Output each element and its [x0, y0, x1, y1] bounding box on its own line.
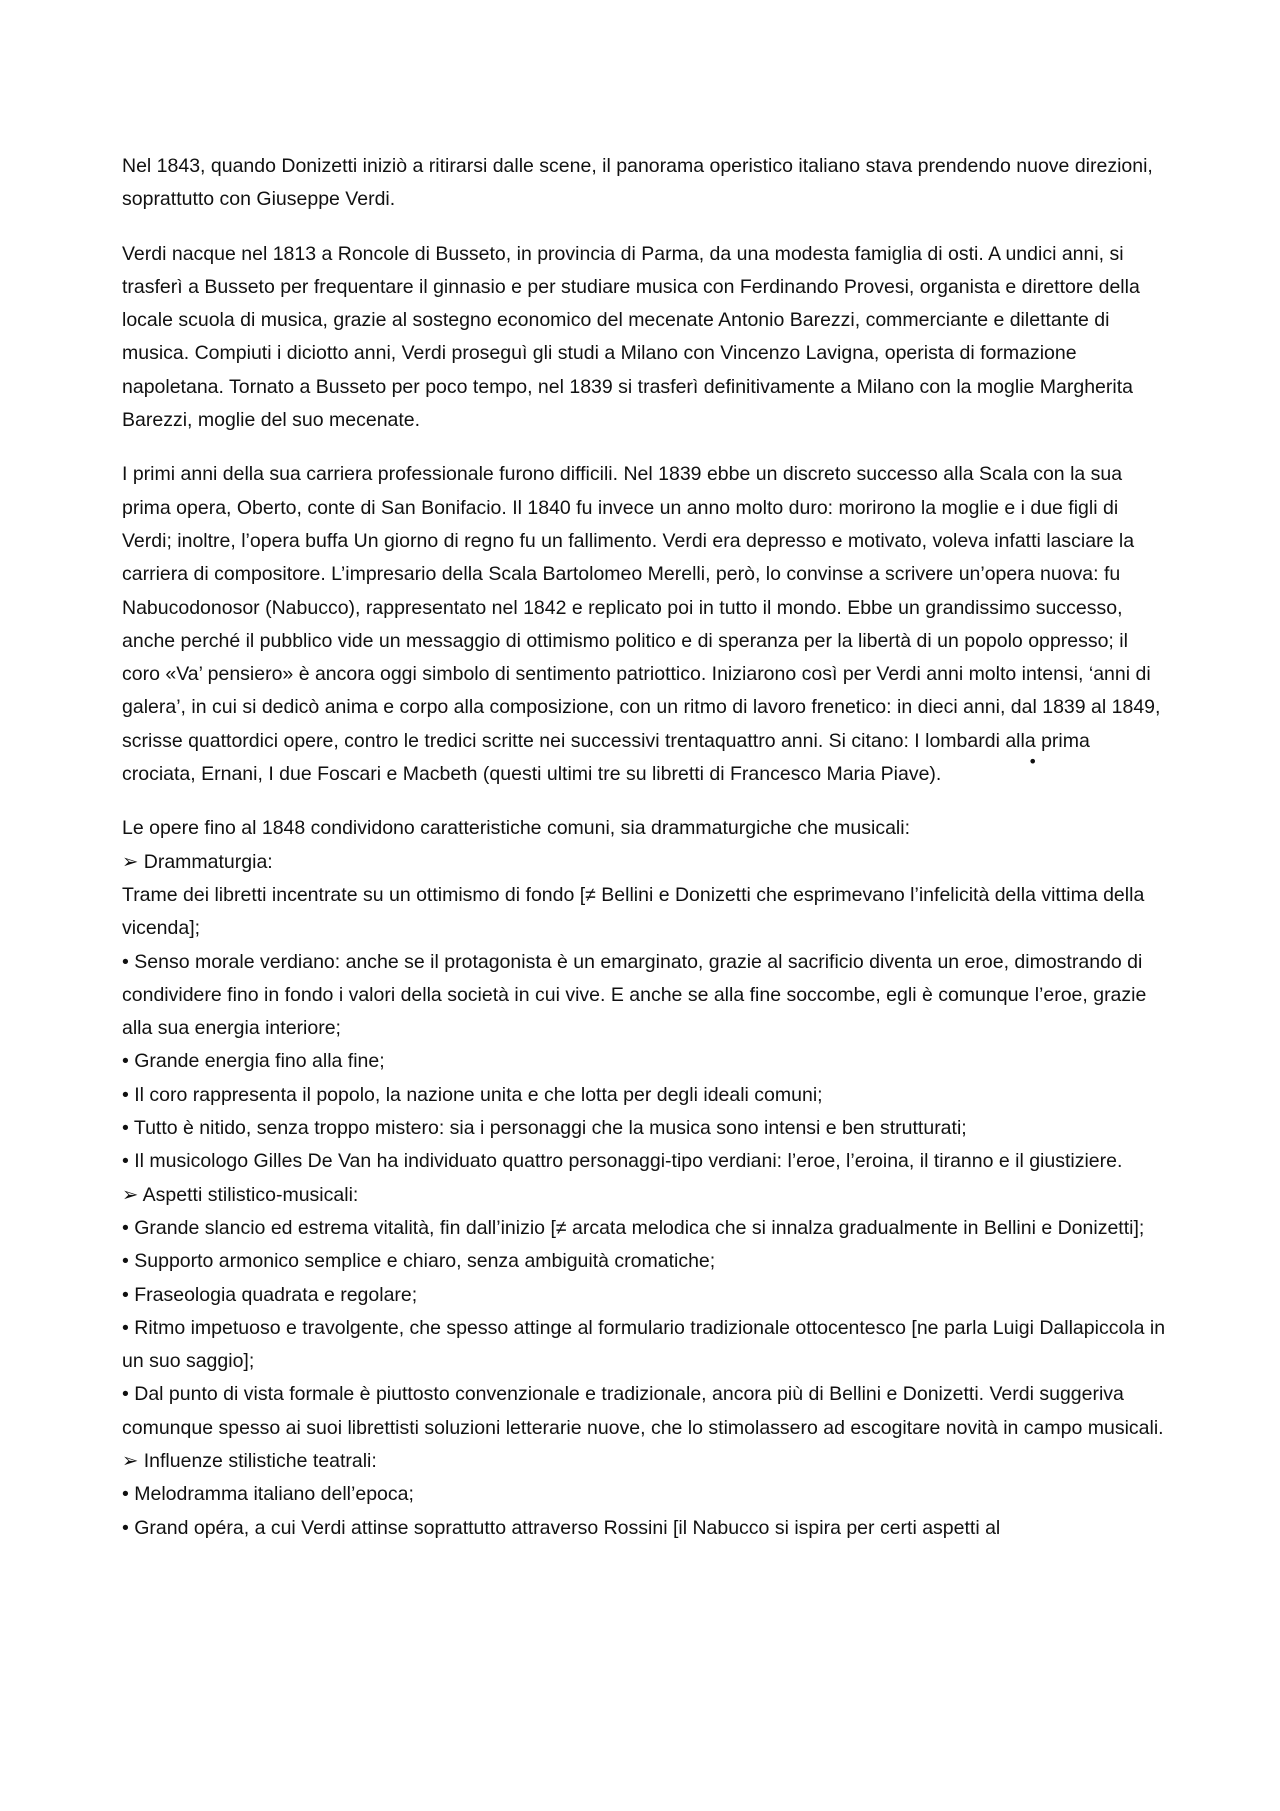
list-item: • Il coro rappresenta il popolo, la nazione unita e che lotta per degli ideali comuni; — [122, 1083, 823, 1106]
document-page — [122, 150, 1167, 1545]
section-heading-aspetti-stilistico-musicali: ➢ Aspetti stilistico-musicali: — [122, 1183, 359, 1206]
characteristics-list — [122, 812, 1167, 1545]
list-item: • Grand opéra, a cui Verdi attinse soprattutto attraverso Rossini [il Nabucco si ispira per certi aspetti al — [122, 1516, 1001, 1539]
stray-bullet-icon: • — [1028, 752, 1038, 771]
list-item: • Grande energia fino alla fine; — [122, 1050, 385, 1073]
list-item: • Fraseologia quadrata e regolare; — [122, 1283, 418, 1306]
list-item: • Grande slancio ed estrema vitalità, fin dall’inizio [≠ arcata melodica che si innalza gradualmente in Bellini e Donizetti]; — [122, 1216, 1145, 1239]
list-intro-line: Le opere fino al 1848 condividono caratteristiche comuni, sia drammaturgiche che musicali: — [122, 817, 910, 840]
section-heading-influenze-stilistiche: ➢ Influenze stilistiche teatrali: — [122, 1449, 377, 1472]
list-item: • Dal punto di vista formale è piuttosto convenzionale e tradizionale, ancora più di Bellini e Donizetti. Verdi suggeriva comunque spesso ai suoi librettisti soluzioni letterarie nuove, che lo stimolassero ad escogitare novità in campo musicali. — [122, 1383, 1164, 1439]
list-item: • Il musicologo Gilles De Van ha individuato quattro personaggi-tipo verdiani: l’eroe, l’eroina, il tiranno e il giustiziere. — [122, 1150, 1123, 1173]
paragraph-intro: Nel 1843, quando Donizetti iniziò a ritirarsi dalle scene, il panorama operistico italiano stava prendendo nuove direzioni, soprattutto con Giuseppe Verdi. — [122, 155, 1153, 211]
list-item: Trame dei libretti incentrate su un ottimismo di fondo [≠ Bellini e Donizetti che esprimevano l’infelicità della vittima della vicenda]; — [122, 883, 1145, 940]
paragraph-early-career: I primi anni della sua carriera professionale furono difficili. Nel 1839 ebbe un discreto successo alla Scala con la sua prima opera, Oberto, conte di San Bonifacio. Il 1840 fu invece un anno molto duro: morirono la moglie e i due figli di Verdi; inoltre, l’opera buffa Un giorno di regno fu un fallimento. Verdi era depresso e motivato, voleva infatti lasciare la carriera di compositore. L’impresario della Scala Bartolomeo Merelli, però, lo convinse a scrivere un’opera nuova: fu Nabucodonosor (Nabucco), rappresentato nel 1842 e replicato poi in tutto il mondo. Ebbe un grandissimo successo, anche perché il pubblico vide un messaggio di ottimismo politico e di speranza per la libertà di un popolo oppresso; il coro «Va’ pensiero» è ancora oggi simbolo di sentimento patriottico. Iniziarono così per Verdi anni molto intensi, ‘anni di galera’, in cui si dedicò anima e corpo alla composizione, con un ritmo di lavoro frenetico: in dieci anni, dal 1839 al 1849, scrisse quattordici opere, contro le tredici scritte nei successivi trentaquattro anni. Si citano: I lombardi alla prima crociata, Ernani, I due Foscari e Macbeth (questi ultimi tre su libretti di Francesco Maria Piave). — [122, 463, 1161, 786]
list-item: • Ritmo impetuoso e travolgente, che spesso attinge al formulario tradizionale ottocentesco [ne parla Luigi Dallapiccola in un suo saggio]; — [122, 1316, 1166, 1373]
list-item: • Tutto è nitido, senza troppo mistero: sia i personaggi che la musica sono intensi e ben strutturati; — [122, 1117, 967, 1140]
list-item: • Senso morale verdiano: anche se il protagonista è un emarginato, grazie al sacrificio diventa un eroe, dimostrando di condividere fino in fondo i valori della società in cui vive. E anche se alla fine soccombe, egli è comunque l’eroe, grazie alla sua energia interiore; — [122, 950, 1147, 1040]
list-item: • Supporto armonico semplice e chiaro, senza ambiguità cromatiche; — [122, 1250, 716, 1273]
list-item: • Melodramma italiano dell’epoca; — [122, 1483, 414, 1506]
section-heading-drammaturgia: ➢ Drammaturgia: — [122, 850, 273, 873]
paragraph-biography: Verdi nacque nel 1813 a Roncole di Busseto, in provincia di Parma, da una modesta famiglia di osti. A undici anni, si trasferì a Busseto per frequentare il ginnasio e per studiare musica con Ferdinando Provesi, organista e direttore della locale scuola di musica, grazie al sostegno economico del mecenate Antonio Barezzi, commerciante e dilettante di musica. Compiuti i diciotto anni, Verdi proseguì gli studi a Milano con Vincenzo Lavigna, operista di formazione napoletana. Tornato a Busseto per poco tempo, nel 1839 si trasferì definitivamente a Milano con la moglie Margherita Barezzi, moglie del suo mecenate. — [122, 242, 1140, 432]
